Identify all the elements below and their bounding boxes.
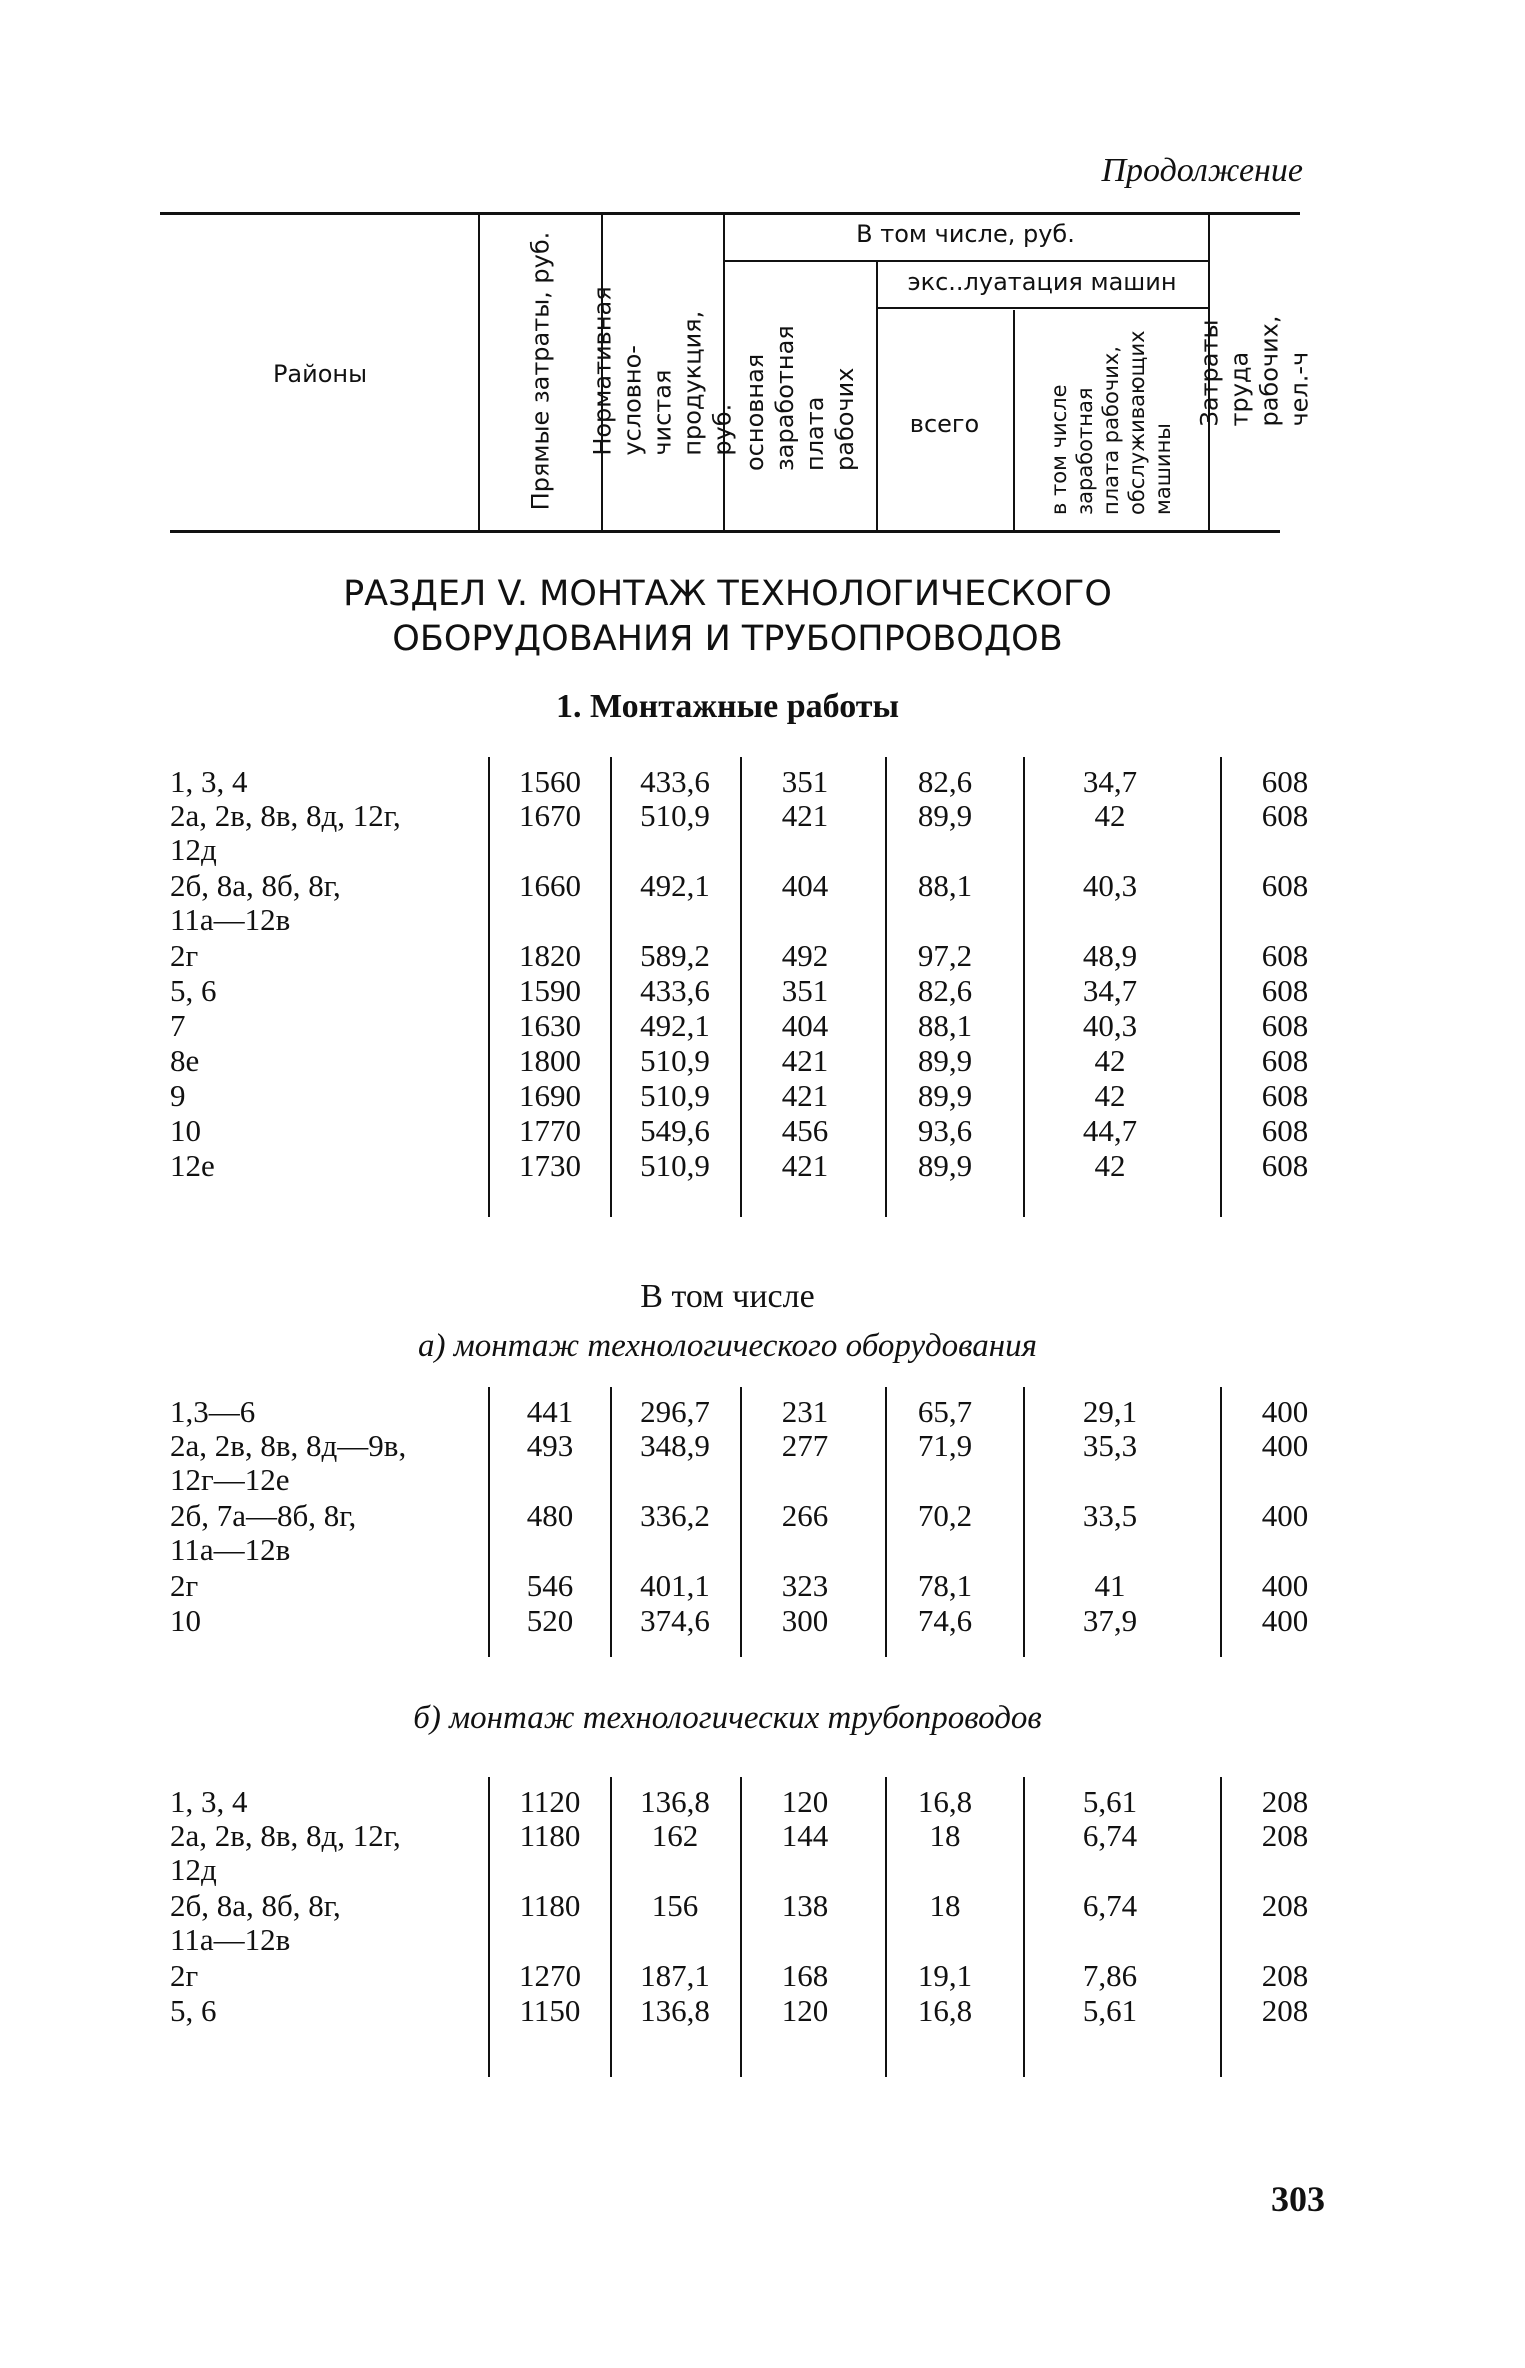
column-divider xyxy=(610,1387,612,1657)
header-top-rule xyxy=(160,212,1300,215)
value-cell: 608 xyxy=(1261,868,1309,903)
value-cell: 456 xyxy=(781,1113,829,1148)
value-cell: 89,9 xyxy=(917,1043,973,1078)
value-cell: 608 xyxy=(1261,938,1309,973)
page-number: 303 xyxy=(1271,2179,1325,2219)
value-cell: 1670 xyxy=(519,798,581,833)
value-cell: 156 xyxy=(651,1888,699,1923)
value-cell: 136,8 xyxy=(640,1993,710,2028)
value-cell: 1770 xyxy=(519,1113,581,1148)
value-cell: 41 xyxy=(1094,1568,1126,1603)
value-cell: 144 xyxy=(781,1818,829,1853)
value-cell: 74,6 xyxy=(917,1603,973,1638)
column-divider xyxy=(740,1387,742,1657)
value-cell: 323 xyxy=(781,1568,829,1603)
region-cell xyxy=(170,1569,500,1603)
region-cell xyxy=(170,1429,500,1497)
region-label: 2б, 8а, 8б, 8г, xyxy=(170,868,341,903)
value-cell: 1270 xyxy=(519,1958,581,1993)
region-label: 2г xyxy=(170,1958,199,1993)
region-cell xyxy=(170,1044,500,1078)
header-including-rub: В том числе, руб. xyxy=(856,220,1075,248)
value-cell: 40,3 xyxy=(1082,868,1138,903)
region-cell xyxy=(170,1889,500,1957)
region-label: 10 xyxy=(170,1603,201,1638)
value-cell: 400 xyxy=(1261,1498,1309,1533)
column-divider xyxy=(1023,1777,1025,2077)
value-cell: 120 xyxy=(781,1784,829,1819)
value-cell: 492,1 xyxy=(640,1008,710,1043)
header-labor-costs: Затраты труда рабочих, чел.-ч xyxy=(1196,315,1315,427)
value-cell: 608 xyxy=(1261,973,1309,1008)
value-cell: 89,9 xyxy=(917,1148,973,1183)
section-title-line2: ОБОРУДОВАНИЯ И ТРУБОПРОВОДОВ xyxy=(392,619,1063,659)
region-cell xyxy=(170,1114,500,1148)
header-divider xyxy=(876,262,878,530)
value-cell: 136,8 xyxy=(640,1784,710,1819)
value-cell: 608 xyxy=(1261,1043,1309,1078)
value-cell: 88,1 xyxy=(917,1008,973,1043)
value-cell: 400 xyxy=(1261,1394,1309,1429)
value-cell: 300 xyxy=(781,1603,829,1638)
value-cell: 82,6 xyxy=(917,973,973,1008)
region-label: 1,3—6 xyxy=(170,1394,256,1429)
value-cell: 18 xyxy=(929,1818,961,1853)
value-cell: 89,9 xyxy=(917,1078,973,1113)
region-label: 5, 6 xyxy=(170,1993,217,2028)
value-cell: 510,9 xyxy=(640,1148,710,1183)
header-total: всего xyxy=(909,410,980,438)
region-label: 1, 3, 4 xyxy=(170,1784,248,1819)
region-cell xyxy=(170,1604,500,1638)
region-label: 5, 6 xyxy=(170,973,217,1008)
value-cell: 1590 xyxy=(519,973,581,1008)
value-cell: 37,9 xyxy=(1082,1603,1138,1638)
including-label: В том числе xyxy=(640,1278,815,1315)
value-cell: 441 xyxy=(526,1394,574,1429)
value-cell: 510,9 xyxy=(640,1078,710,1113)
region-label-continued: 12д xyxy=(170,1852,217,1887)
region-cell xyxy=(170,1395,500,1429)
value-cell: 18 xyxy=(929,1888,961,1923)
region-label-continued: 11а—12в xyxy=(170,1922,291,1957)
value-cell: 400 xyxy=(1261,1568,1309,1603)
region-label: 2а, 2в, 8в, 8д—9в, xyxy=(170,1428,407,1463)
value-cell: 65,7 xyxy=(917,1394,973,1429)
value-cell: 208 xyxy=(1261,1958,1309,1993)
value-cell: 351 xyxy=(781,973,829,1008)
value-cell: 89,9 xyxy=(917,798,973,833)
value-cell: 34,7 xyxy=(1082,764,1138,799)
value-cell: 608 xyxy=(1261,764,1309,799)
value-cell: 1630 xyxy=(519,1008,581,1043)
header-machine-operation: экс..луатация машин xyxy=(907,268,1177,296)
value-cell: 433,6 xyxy=(640,973,710,1008)
header-base-wages: основная заработная плата рабочих xyxy=(741,325,859,471)
value-cell: 42 xyxy=(1094,798,1126,833)
value-cell: 608 xyxy=(1261,1148,1309,1183)
value-cell: 42 xyxy=(1094,1043,1126,1078)
region-cell xyxy=(170,1009,500,1043)
value-cell: 277 xyxy=(781,1428,829,1463)
value-cell: 78,1 xyxy=(917,1568,973,1603)
value-cell: 510,9 xyxy=(640,1043,710,1078)
value-cell: 231 xyxy=(781,1394,829,1429)
section-title-line1: РАЗДЕЛ V. МОНТАЖ ТЕХНОЛОГИЧЕСКОГО xyxy=(343,574,1112,614)
value-cell: 120 xyxy=(781,1993,829,2028)
region-label: 2б, 8а, 8б, 8г, xyxy=(170,1888,341,1923)
value-cell: 296,7 xyxy=(640,1394,710,1429)
region-label: 2а, 2в, 8в, 8д, 12г, xyxy=(170,798,401,833)
value-cell: 400 xyxy=(1261,1428,1309,1463)
column-divider xyxy=(1220,1387,1222,1657)
region-label-continued: 11а—12в xyxy=(170,1532,291,1567)
value-cell: 421 xyxy=(781,1148,829,1183)
value-cell: 608 xyxy=(1261,1008,1309,1043)
column-divider xyxy=(1220,757,1222,1217)
region-cell xyxy=(170,765,500,799)
header-bottom-rule xyxy=(170,530,1280,533)
region-label: 10 xyxy=(170,1113,201,1148)
column-divider xyxy=(740,1777,742,2077)
region-cell xyxy=(170,799,500,867)
region-label-continued: 12д xyxy=(170,832,217,867)
value-cell: 1150 xyxy=(519,1993,581,2028)
value-cell: 44,7 xyxy=(1082,1113,1138,1148)
value-cell: 400 xyxy=(1261,1603,1309,1638)
value-cell: 421 xyxy=(781,798,829,833)
value-cell: 1120 xyxy=(519,1784,581,1819)
header-regions: Районы xyxy=(272,360,368,388)
region-label: 7 xyxy=(170,1008,186,1043)
value-cell: 1820 xyxy=(519,938,581,973)
header-sub-rule xyxy=(876,307,1208,309)
value-cell: 7,86 xyxy=(1082,1958,1138,1993)
value-cell: 40,3 xyxy=(1082,1008,1138,1043)
value-cell: 608 xyxy=(1261,1078,1309,1113)
value-cell: 493 xyxy=(526,1428,574,1463)
region-label-continued: 11а—12в xyxy=(170,902,291,937)
value-cell: 266 xyxy=(781,1498,829,1533)
subsection-1-title: 1. Монтажные работы xyxy=(556,688,899,725)
region-cell xyxy=(170,1149,500,1183)
value-cell: 348,9 xyxy=(640,1428,710,1463)
region-label: 2б, 7а—8б, 8г, xyxy=(170,1498,357,1533)
continuation-label: Продолжение xyxy=(1101,152,1303,189)
value-cell: 35,3 xyxy=(1082,1428,1138,1463)
value-cell: 608 xyxy=(1261,798,1309,833)
value-cell: 1730 xyxy=(519,1148,581,1183)
value-cell: 336,2 xyxy=(640,1498,710,1533)
value-cell: 546 xyxy=(526,1568,574,1603)
value-cell: 374,6 xyxy=(640,1603,710,1638)
value-cell: 208 xyxy=(1261,1993,1309,2028)
region-cell xyxy=(170,1785,500,1819)
value-cell: 208 xyxy=(1261,1818,1309,1853)
value-cell: 520 xyxy=(526,1603,574,1638)
value-cell: 29,1 xyxy=(1082,1394,1138,1429)
value-cell: 404 xyxy=(781,868,829,903)
value-cell: 19,1 xyxy=(917,1958,973,1993)
value-cell: 351 xyxy=(781,764,829,799)
region-cell xyxy=(170,869,500,937)
value-cell: 433,6 xyxy=(640,764,710,799)
column-divider xyxy=(610,757,612,1217)
value-cell: 6,74 xyxy=(1082,1818,1138,1853)
value-cell: 5,61 xyxy=(1082,1784,1138,1819)
value-cell: 1660 xyxy=(519,868,581,903)
value-cell: 162 xyxy=(651,1818,699,1853)
region-cell xyxy=(170,1499,500,1567)
header-sub-rule xyxy=(723,260,1208,262)
region-cell xyxy=(170,1079,500,1113)
region-label: 2г xyxy=(170,1568,199,1603)
value-cell: 93,6 xyxy=(917,1113,973,1148)
subsection-a-title: а) монтаж технологического оборудования xyxy=(417,1328,1037,1364)
region-label: 2а, 2в, 8в, 8д, 12г, xyxy=(170,1818,401,1853)
value-cell: 1560 xyxy=(519,764,581,799)
region-label: 8е xyxy=(170,1043,200,1078)
header-including-wages: в том числе заработная плата рабочих, обслуживающих машины xyxy=(1047,330,1175,515)
value-cell: 71,9 xyxy=(917,1428,973,1463)
value-cell: 42 xyxy=(1094,1078,1126,1113)
column-divider xyxy=(1023,1387,1025,1657)
value-cell: 42 xyxy=(1094,1148,1126,1183)
value-cell: 480 xyxy=(526,1498,574,1533)
region-label: 12е xyxy=(170,1148,215,1183)
value-cell: 82,6 xyxy=(917,764,973,799)
value-cell: 34,7 xyxy=(1082,973,1138,1008)
value-cell: 589,2 xyxy=(640,938,710,973)
value-cell: 1180 xyxy=(519,1818,581,1853)
value-cell: 6,74 xyxy=(1082,1888,1138,1923)
value-cell: 208 xyxy=(1261,1784,1309,1819)
region-cell xyxy=(170,939,500,973)
value-cell: 138 xyxy=(781,1888,829,1923)
value-cell: 208 xyxy=(1261,1888,1309,1923)
value-cell: 33,5 xyxy=(1082,1498,1138,1533)
column-divider xyxy=(610,1777,612,2077)
header-direct-costs: Прямые затраты, руб. xyxy=(526,231,554,511)
value-cell: 88,1 xyxy=(917,868,973,903)
value-cell: 187,1 xyxy=(640,1958,710,1993)
region-label: 2г xyxy=(170,938,199,973)
value-cell: 510,9 xyxy=(640,798,710,833)
value-cell: 421 xyxy=(781,1043,829,1078)
subsection-b-title: б) монтаж технологических трубопроводов xyxy=(413,1700,1042,1736)
region-label: 9 xyxy=(170,1078,186,1113)
value-cell: 608 xyxy=(1261,1113,1309,1148)
value-cell: 421 xyxy=(781,1078,829,1113)
value-cell: 5,61 xyxy=(1082,1993,1138,2028)
value-cell: 16,8 xyxy=(917,1993,973,2028)
region-cell xyxy=(170,1819,500,1887)
region-label: 1, 3, 4 xyxy=(170,764,248,799)
header-normative-product: Нормативная условно-чистая продукция, руб. xyxy=(589,286,737,456)
value-cell: 48,9 xyxy=(1082,938,1138,973)
column-divider xyxy=(1220,1777,1222,2077)
value-cell: 492 xyxy=(781,938,829,973)
region-cell xyxy=(170,1959,500,1993)
value-cell: 1800 xyxy=(519,1043,581,1078)
value-cell: 97,2 xyxy=(917,938,973,973)
region-cell xyxy=(170,974,500,1008)
column-divider xyxy=(740,757,742,1217)
value-cell: 16,8 xyxy=(917,1784,973,1819)
value-cell: 168 xyxy=(781,1958,829,1993)
value-cell: 1690 xyxy=(519,1078,581,1113)
value-cell: 401,1 xyxy=(640,1568,710,1603)
column-divider xyxy=(1023,757,1025,1217)
region-cell xyxy=(170,1994,500,2028)
value-cell: 492,1 xyxy=(640,868,710,903)
value-cell: 70,2 xyxy=(917,1498,973,1533)
value-cell: 549,6 xyxy=(640,1113,710,1148)
region-label-continued: 12г—12е xyxy=(170,1462,290,1497)
value-cell: 404 xyxy=(781,1008,829,1043)
value-cell: 1180 xyxy=(519,1888,581,1923)
